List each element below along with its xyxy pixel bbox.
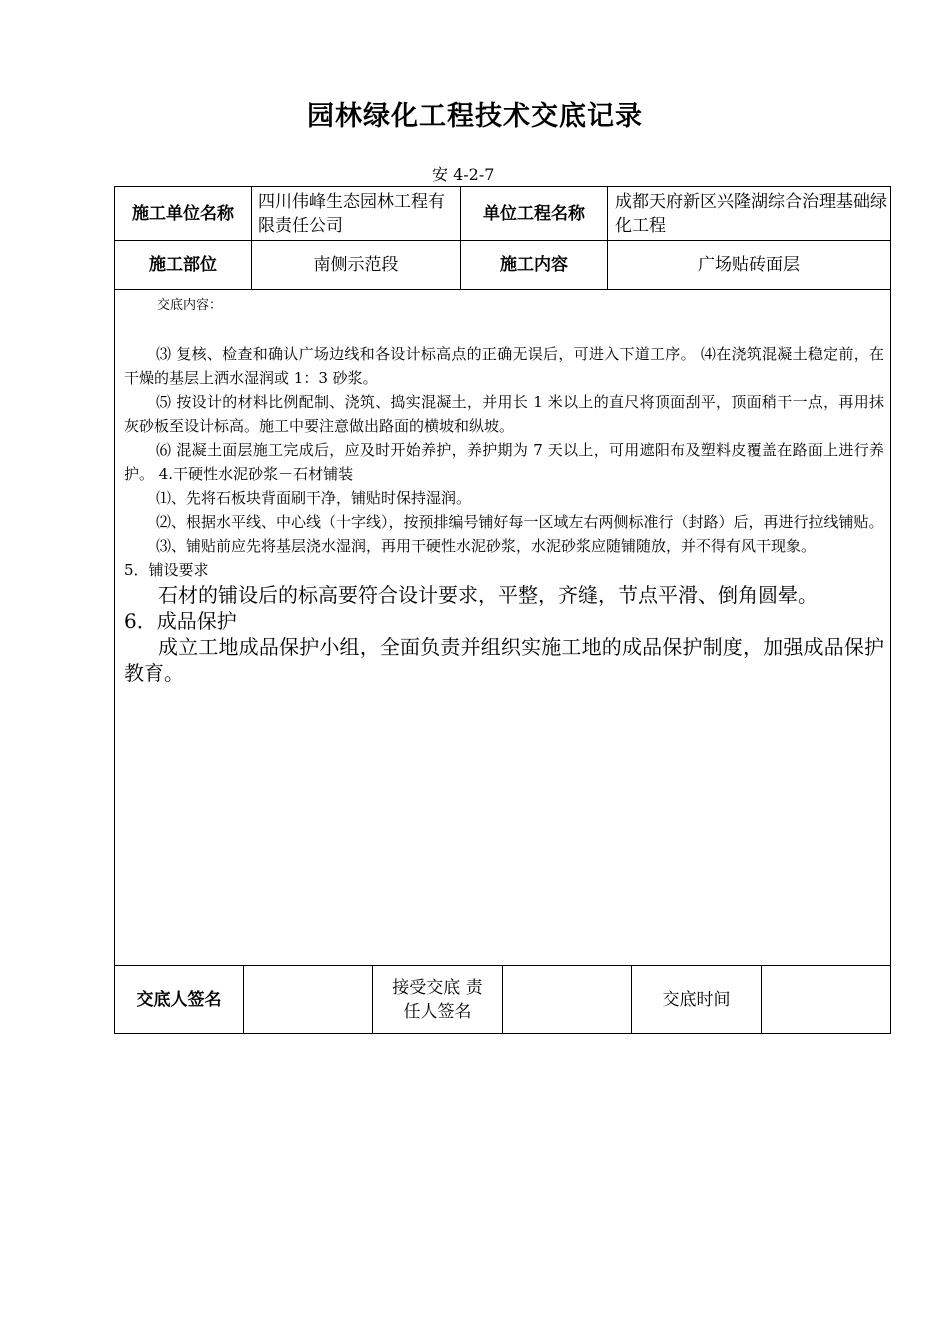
construction-part-label: 施工部位 — [149, 255, 217, 275]
section-heading: 5．铺设要求 — [124, 561, 209, 579]
handover-time-label: 交底时间 — [662, 989, 731, 1010]
table-border-right — [890, 186, 891, 1034]
construction-content-value: 广场贴砖面层 — [698, 255, 800, 275]
paragraph: ⑶ 复核、检查和确认广场边线和各设计标高点的正确无误后，可进入下道工序。 ⑷在浇筑混凝土稳定前，在干燥的基层上洒水湿润或 1：3 砂浆。 — [124, 345, 884, 387]
paragraph: 石材的铺设后的标高要符合设计要求，平整，齐缝，节点平滑、倒角圆晕。 — [158, 583, 818, 607]
paragraph: 成立工地成品保护小组，全面负责并组织实施工地的成品保护制度，加强成品保护教育。 — [124, 635, 884, 685]
paragraph: ⑸ 按设计的材料比例配制、浇筑、捣实混凝土，并用长 1 米以上的直尺将顶面刮平，顶面稍干一点，再用抹灰砂板至设计标高。施工中要注意做出路面的横坡和纵坡。 — [124, 393, 884, 435]
unit-name-value: 四川伟峰生态园林工程有限责任公司 — [258, 191, 445, 236]
document-title: 园林绿化工程技术交底记录 — [307, 101, 643, 132]
project-name-label: 单位工程名称 — [483, 203, 585, 224]
project-name-value: 成都天府新区兴隆湖综合治理基础绿化工程 — [615, 191, 887, 236]
handover-signature-field[interactable] — [244, 966, 372, 1033]
paragraph: ⑹ 混凝土面层施工完成后，应及时开始养护，养护期为 7 天以上，可用遮阳布及塑料皮覆盖在路面上进行养护。 4.干硬性水泥砂浆－石材铺装 — [124, 441, 884, 483]
paragraph: ⑵、根据水平线、中心线（十字线），按预排编号铺好每一区域左右两侧标准行（封路）后，再进行拉线铺贴。 — [156, 513, 884, 531]
table-row-divider — [114, 289, 891, 290]
construction-part-value: 南侧示范段 — [313, 255, 399, 275]
paragraph: ⑴、先将石板块背面刷干净，铺贴时保持湿润。 — [156, 489, 472, 507]
construction-content-label: 施工内容 — [500, 255, 568, 275]
table-border-left — [114, 186, 115, 1034]
handover-time-field[interactable] — [762, 966, 890, 1033]
briefing-content — [124, 342, 884, 686]
handover-signature-label: 交底人签名 — [136, 989, 222, 1010]
section-heading: 6．成品保护 — [124, 609, 237, 633]
paragraph: ⑶、铺贴前应先将基层浇水湿润，再用干硬性水泥砂浆，水泥砂浆应随铺随放，并不得有风干现象。 — [156, 537, 817, 555]
receiver-signature-field[interactable] — [503, 966, 631, 1033]
unit-name-label: 施工单位名称 — [132, 203, 234, 224]
briefing-content-label: 交底内容： — [157, 298, 223, 313]
form-code: 安 4-2-7 — [432, 165, 495, 184]
receiver-signature-label: 接受交底 责任人签名 — [392, 977, 483, 1022]
